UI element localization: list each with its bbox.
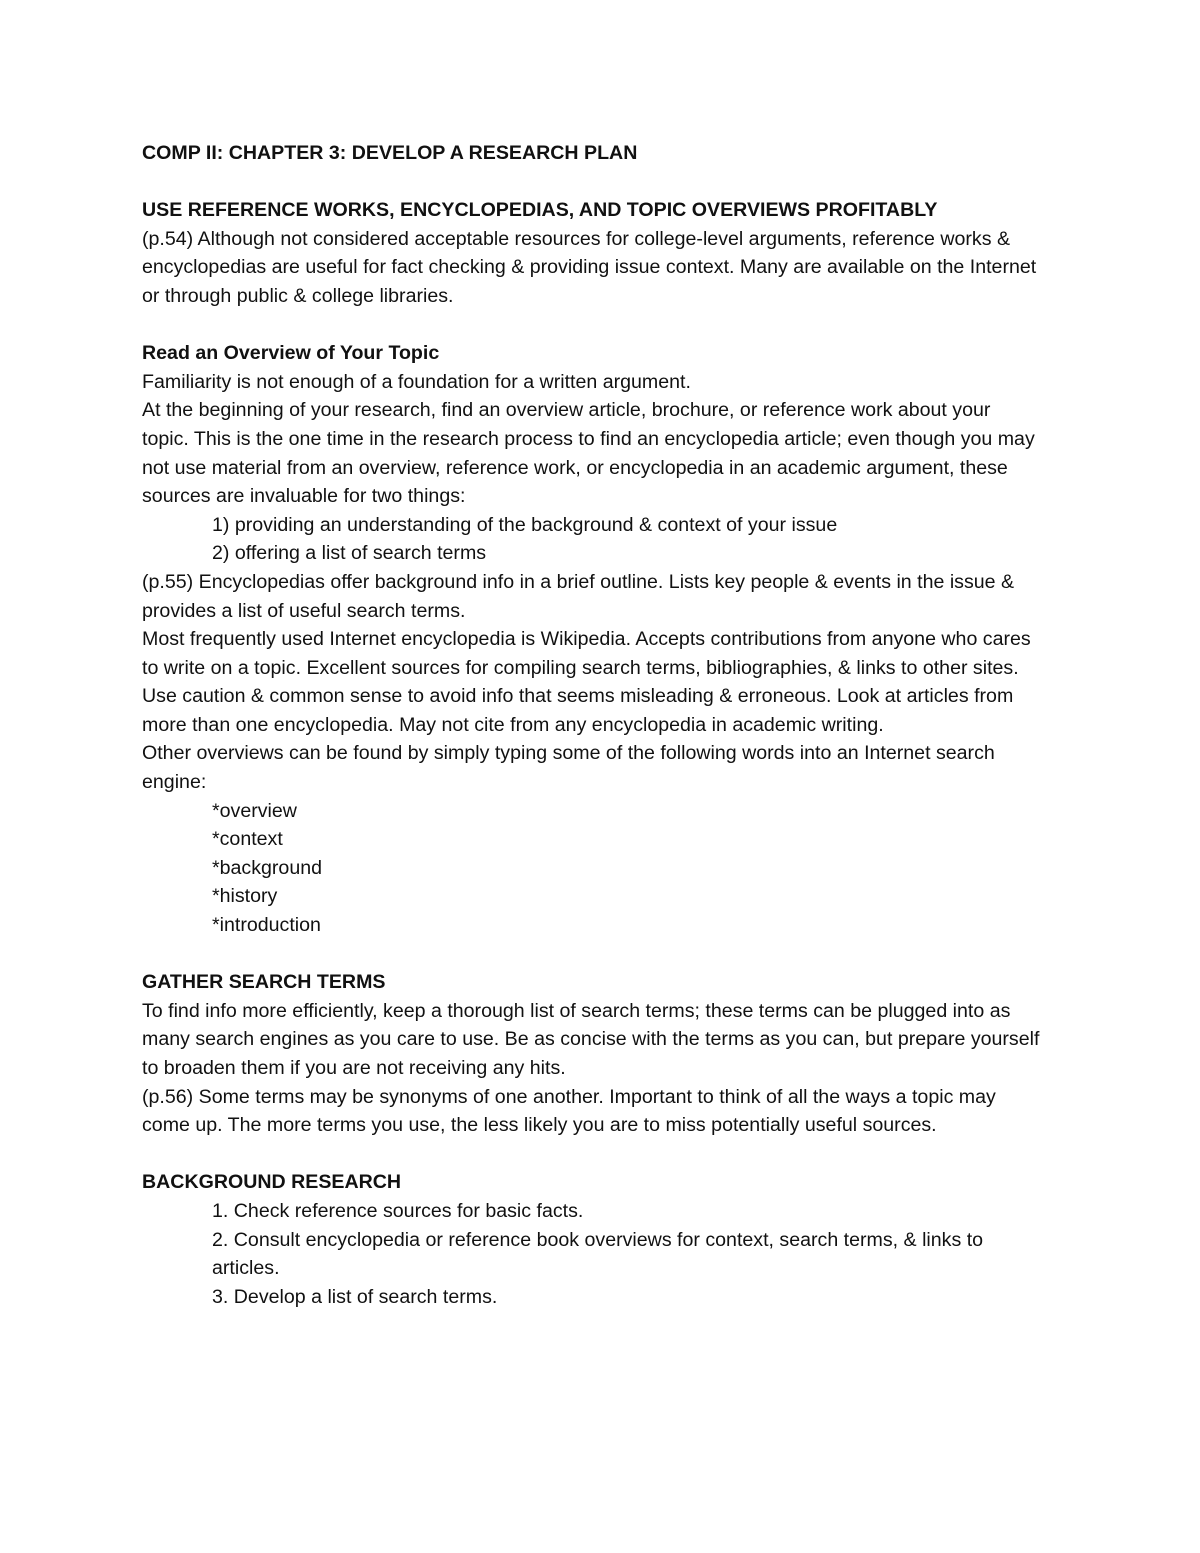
list-item: 2. Consult encyclopedia or reference book overviews for context, search terms, & links to articles.	[212, 1228, 984, 1280]
spacer	[142, 168, 1042, 197]
list-item: *history	[212, 885, 278, 908]
section-paragraph: Other overviews can be found by simply typing some of the following words into an Internet search engine:	[142, 742, 995, 794]
list-item: 3. Develop a list of search terms.	[212, 1285, 498, 1308]
section-heading-reference-works: USE REFERENCE WORKS, ENCYCLOPEDIAS, AND TOPIC OVERVIEWS PROFITABLY	[142, 199, 938, 222]
list-item: 1. Check reference sources for basic facts.	[212, 1199, 584, 1222]
section-paragraph: Familiarity is not enough of a foundation for a written argument.	[142, 370, 691, 393]
document-title: COMP II: CHAPTER 3: DEVELOP A RESEARCH PLAN	[142, 142, 638, 164]
section-paragraph: At the beginning of your research, find an overview article, brochure, or reference work about your topic. This is the one time in the research process to find an encyclopedia article; even though you may not use material from an overview, reference work, or encyclopedia in an academic argument, these sources are invaluable for two things:	[142, 399, 1035, 508]
spacer	[142, 1140, 1042, 1169]
list-item: *overview	[212, 799, 297, 822]
list-item: *context	[212, 828, 283, 851]
section-paragraph: To find info more efficiently, keep a thorough list of search terms; these terms can be plugged into as many search engines as you care to use. Be as concise with the terms as you can, but prepare yourself to broaden them if you are not receiving any hits.	[142, 999, 1040, 1079]
list-item: *background	[212, 856, 323, 879]
section-paragraph: Most frequently used Internet encyclopedia is Wikipedia. Accepts contributions from anyone who cares to write on a topic. Excellent sources for compiling search terms, bibliographies, & links to other sites. Use caution & common sense to avoid info that seems misleading & erroneous. Look at articles from more than one encyclopedia. May not cite from any encyclopedia in academic writing.	[142, 628, 1031, 736]
spacer	[142, 940, 1042, 969]
document-page	[142, 139, 1042, 1311]
list-item: 2) offering a list of search terms	[212, 542, 487, 565]
section-paragraph: (p.56) Some terms may be synonyms of one another. Important to think of all the ways a topic may come up. The more terms you use, the less likely you are to miss potentially useful sources.	[142, 1085, 996, 1137]
list-item: *introduction	[212, 914, 321, 937]
section-heading-gather-search-terms: GATHER SEARCH TERMS	[142, 971, 386, 994]
spacer	[142, 311, 1042, 340]
section-paragraph: (p.54) Although not considered acceptable resources for college-level arguments, reference works & encyclopedias are useful for fact checking & providing issue context. Many are available on the Internet or through public & college libraries.	[142, 227, 1037, 307]
section-paragraph: (p.55) Encyclopedias offer background info in a brief outline. Lists key people & events in the issue & provides a list of useful search terms.	[142, 570, 1015, 622]
section-heading-read-overview: Read an Overview of Your Topic	[142, 342, 440, 365]
section-heading-background-research: BACKGROUND RESEARCH	[142, 1171, 402, 1194]
list-item: 1) providing an understanding of the background & context of your issue	[212, 513, 838, 536]
